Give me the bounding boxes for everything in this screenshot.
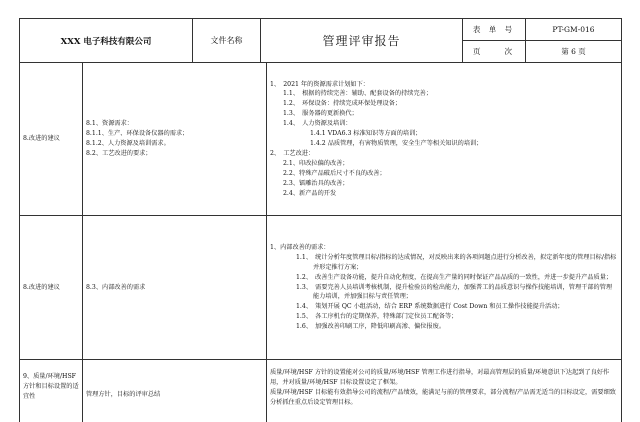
detail-cell bbox=[267, 360, 622, 422]
detail-number: 1.6、 bbox=[296, 323, 309, 331]
detail-line bbox=[270, 283, 618, 303]
detail-line bbox=[270, 273, 618, 283]
summary-cell: 管理方针，目标的评审总结 bbox=[83, 360, 267, 422]
review-table bbox=[19, 62, 622, 422]
detail-number: 1.2、 bbox=[296, 273, 309, 281]
detail-number: 1.1、 bbox=[296, 253, 309, 261]
summary-line: 8.2、工艺改进的要求； bbox=[86, 149, 152, 157]
summary-line: 8.1、资源需求： bbox=[86, 120, 133, 128]
detail-line: 2、 工艺改进： bbox=[270, 149, 315, 157]
detail-line: 2.3、镭雕治具的改善； bbox=[283, 179, 349, 187]
detail-cell bbox=[267, 216, 622, 360]
detail-paragraph: 质量/环境/HSF 目标能有效指导公司的流程/产品绩效，能满足与前的管理要求，部分流程/产品需无适当的目标设定，需要细致分析抓住重点后设定管理目标。 bbox=[270, 388, 616, 406]
detail-text: 策划开展 QC 小组活动，结合 ERP 系统数据进行 Cost Down 和员工操作技能提升活动； bbox=[315, 303, 564, 311]
item-cell: 8.改进的建议 bbox=[20, 216, 83, 360]
detail-text: 改善生产设备功能，提升自动化程度，在提高生产量的同时保证产品品质的一致性，并进一步提升产品质量； bbox=[315, 273, 613, 281]
detail-line: 2.4、新产品的开发 bbox=[283, 189, 337, 197]
detail-line bbox=[270, 253, 618, 273]
detail-paragraph: 质量/环境/HSF 方针的设置能对公司的质量/环境/HSF 管理工作进行指导，对最高管理层的质量/环境意识下达起到了良好作用，并对质量/环境/HSF 目标设置设定了框架。 bbox=[270, 369, 610, 386]
detail-line bbox=[270, 322, 618, 332]
detail-cell bbox=[267, 63, 622, 216]
summary-cell: 8.3、内部改善的需求 bbox=[83, 216, 267, 360]
form-number-value: PT-GM-016 bbox=[526, 19, 622, 41]
document-header bbox=[19, 18, 622, 63]
detail-line bbox=[270, 312, 618, 322]
form-number-label: 表 单 号 bbox=[463, 19, 526, 41]
page-label: 页 次 bbox=[463, 41, 526, 63]
summary-cell bbox=[83, 63, 267, 216]
detail-text: 需要完善人员培训考核机制，提升检验员的检出能力，加强普工的品质意识与操作技能培训，管理干部的管理能力培训，并加强目标与责任管理； bbox=[313, 283, 613, 301]
detail-text: 各工序机台的定期保养，特殊部门定位员工配备等； bbox=[315, 313, 458, 321]
detail-text: 加强改善印刷工序，降低印刷高渗、偏位报废。 bbox=[315, 323, 446, 331]
detail-number: 1.5、 bbox=[296, 313, 309, 321]
detail-line: 1.1、 根据的持续完善：辅助、配套设备的持续完善； bbox=[283, 90, 433, 98]
detail-line: 1.4.1 VDA6.3 标准知识等方面的培训； bbox=[310, 130, 422, 138]
item-cell: 9、质量/环境/HSF 方针和目标设置的适宜性 bbox=[20, 360, 83, 422]
doc-name-label: 文件名称 bbox=[193, 19, 261, 63]
table-row bbox=[20, 360, 622, 422]
detail-line: 1.4、 人力资源及培训： bbox=[283, 120, 352, 128]
page-number: 第 6 页 bbox=[526, 41, 622, 63]
detail-line: 1、 2021 年的资源需求计划如下： bbox=[270, 80, 369, 88]
detail-line: 1.3、 服务器的更新换代； bbox=[283, 110, 358, 118]
item-cell: 8.改进的建议 bbox=[20, 63, 83, 216]
detail-line: 2.1、印改拉偏的改善； bbox=[283, 159, 349, 167]
table-row bbox=[20, 216, 622, 360]
company-name: XXX 电子科技有限公司 bbox=[20, 19, 193, 63]
summary-line: 8.1.1、生产、环保设备仪器的需求； bbox=[86, 130, 189, 138]
detail-line: 2.2、特殊产品破后尺寸不良的改善； bbox=[283, 169, 386, 177]
detail-line bbox=[270, 302, 618, 312]
detail-text: 统计分析年度管理目标/指标的达成情况，对反映出来的各项问题点进行分析改善，拟定新年度的管理目标/指标并形定推行方案； bbox=[313, 253, 617, 271]
detail-intro: 1、内部改善的需求： bbox=[270, 243, 330, 251]
table-row bbox=[20, 63, 622, 216]
document-title: 管理评审报告 bbox=[261, 19, 463, 63]
detail-number: 1.4、 bbox=[296, 303, 309, 311]
detail-line: 1.2、 环保设备：持续完成环保处理设备； bbox=[283, 100, 402, 108]
summary-line: 8.1.2、人力资源及培训需求。 bbox=[86, 140, 170, 147]
detail-number: 1.3、 bbox=[296, 283, 309, 291]
detail-line: 1.4.2 品质管理，有害物质管理，安全生产等相关知识的培训； bbox=[310, 140, 483, 147]
